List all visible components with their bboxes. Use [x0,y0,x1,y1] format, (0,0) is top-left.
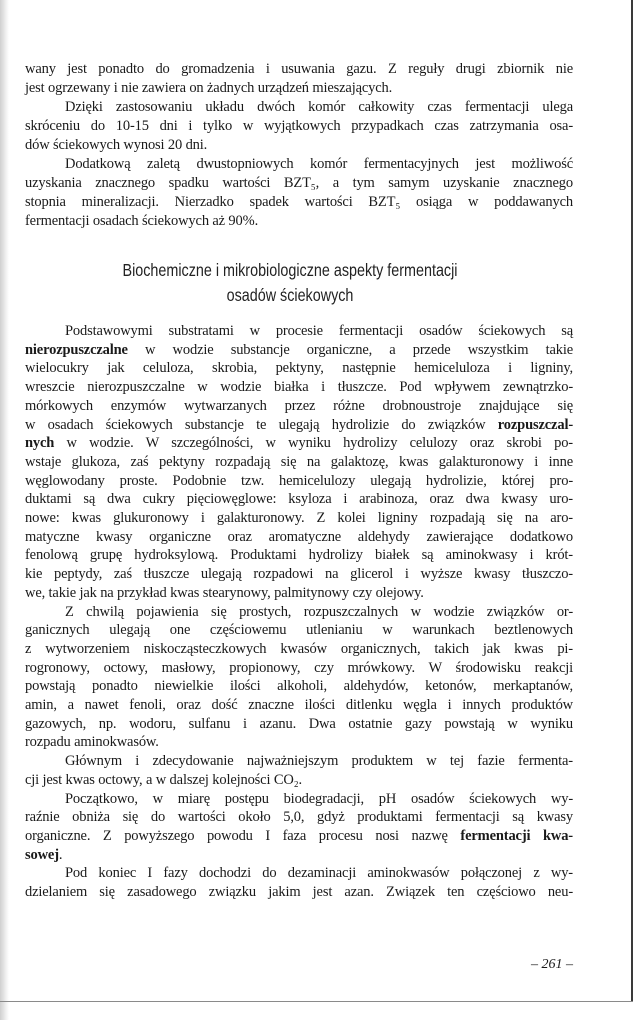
text-line [25,434,573,453]
bold-term: rozpuszczal- [497,416,573,433]
text-line: kie peptydy, zaś tłuszcze ulegają rozpadowi na glicerol i wyższe kwasy tłuszczo- [25,566,573,583]
bold-term: nierozpuszczalne [25,341,128,358]
text-line: stopnia mineralizacji. Nierzadko spadek wartości BZT₅ osiąga w poddawanych [25,194,573,210]
text-line: dzielaniem się zasadowego związku jakim jest azan. Związek ten częściowo neu- [25,884,573,901]
text-line: jest ogrzewany i nie zawiera on żadnych urządzeń mieszających. [25,80,393,96]
paragraph [25,603,573,753]
scan-left-edge [0,0,9,1020]
text-line: Głównym i zdecydowanie najważniejszym produktem w tej fazie fermenta- [65,753,573,770]
text-line: rozpadu aminokwasów. [25,734,159,751]
text-line: ganicznych ulegają one częściowemu utlenianiu w warunkach beztlenowych [25,622,573,639]
text-segment: w wodzie. W szczególności, w wyniku hydrolizy celulozy oraz skrobi po- [54,435,573,452]
text-line: wany jest ponadto do gromadzenia i usuwania gazu. Z reguły drugi zbiornik nie [25,61,573,77]
text-line [25,827,573,846]
text-line: raźnie obniża się do wartości około 5,0, gdyż produktami fermentacji są kwasy [25,809,573,826]
text-line [25,341,573,360]
text-line: matyczne kwasy organiczne oraz aromatyczne aldehydy zawierające dodatkowo [25,528,573,545]
text-line: we, takie jak na przykład kwas stearynowy, palmitynowy czy olejowy. [25,584,424,601]
text-segment: w osadach ściekowych substancje te ulegają hydrolizie do związków [25,416,498,433]
text-segment: w wodzie substancje organiczne, a przede wszystkim takie [127,341,573,358]
text-line: skróceniu do 10-15 dni i tylko w wyjątkowych przypadkach czas zatrzymania osa- [25,118,573,134]
page-number: – 261 – [531,956,573,972]
text-line: Dzięki zastosowaniu układu dwóch komór całkowity czas fermentacji ulega [65,99,573,115]
main-column [25,322,573,974]
text-line: Początkowo, w miarę postępu biodegradacji, pH osadów ściekowych wy- [65,790,573,807]
section-heading-line-2: osadów ściekowych [226,285,354,305]
text-segment: . [58,846,63,863]
text-line: gazowych, np. wodoru, sulfanu i azanu. Dwa ostatnie gazy powstają w wyniku [25,715,573,732]
text-line: Z chwilą pojawienia się prostych, rozpuszczalnych w wodzie związków or- [65,603,573,620]
text-line: uzyskania znacznego spadku wartości BZT₅, a tym samym uzyskanie znacznego [25,175,573,191]
bold-term: nych [25,435,55,452]
text-block-intro [25,60,573,231]
text-line: fenolową grupę hydroksylową. Produktami hydrolizy białek są aminokwasy i krót- [25,547,573,564]
text-line: fermentacji osadach ściekowych aż 90%. [25,213,259,229]
text-line: węglowodany proste. Podobnie tzw. hemicelulozy ulegają hydrolizie, której pro- [25,472,573,489]
text-line: Dodatkową zaletą dwustopniowych komór fermentacyjnych jest możliwość [65,156,573,172]
section-heading [0,258,580,308]
paragraph [25,752,573,789]
text-line: nowe: kwas glukuronowy i galakturonowy. Z kolei ligniny rozpadają się na aro- [25,510,573,527]
text-line [25,846,573,865]
text-line: wstaje glukoza, zaś pektyny rozpadają się na galaktozę, kwas galakturonowy i inne [25,453,573,470]
text-line [25,416,573,435]
text-line: wielocukry jak celuloza, skrobia, pektyny, następnie hemiceluloza i ligniny, [25,360,573,377]
text-segment: organiczne. Z powyższego powodu I faza procesu nosi nazwę [25,827,461,844]
text-line: z wytworzeniem niskocząsteczkowych kwasów organicznych, takich jak kwas pi- [25,640,573,657]
scan-bottom-edge [0,1001,633,1002]
paragraph [25,60,573,98]
text-line: amin, a nawet fenoli, oraz dość znaczne ilości ditlenku węgla i innych produktów [25,697,573,714]
text-line: Podstawowymi substratami w procesie fermentacji osadów ściekowych są [65,323,573,339]
paragraph [25,790,573,865]
paragraph [25,322,573,603]
text-line: dów ściekowych wynosi 20 dni. [25,137,208,153]
text-line: Pod koniec I fazy dochodzi do dezaminacji aminokwasów połączonej z wy- [65,865,573,882]
text-block-main [25,322,573,902]
text-line: wreszcie nierozpuszczalne w wodzie białka i tłuszcze. Pod wpływem zewnątrzko- [25,379,573,396]
paragraph [25,98,573,155]
bold-term: fermentacji kwa- [460,827,573,844]
text-line: rogronowy, octowy, masłowy, propionowy, czy mrówkowy. W środowisku reakcji [25,659,573,676]
paragraph [25,864,573,901]
section-heading-line-1: Biochemiczne i mikrobiologiczne aspekty fermentacji [122,260,458,280]
scan-right-edge [631,0,633,1002]
text-line: mórkowych enzymów wytwarzanych przez różne drobnoustroje znajdujące się [25,397,573,414]
text-line: powstają ponadto niewielkie ilości alkoholi, aldehydów, ketonów, merkaptanów, [25,678,573,695]
paragraph [25,155,573,231]
bold-term: sowej [25,846,59,863]
text-line: cji jest kwas octowy, a w dalszej kolejności CO₂. [25,771,303,788]
text-line: duktami są dwa cukry pięciowęglowe: ksyloza i arabinoza, oraz dwa kwasy uro- [25,491,573,508]
